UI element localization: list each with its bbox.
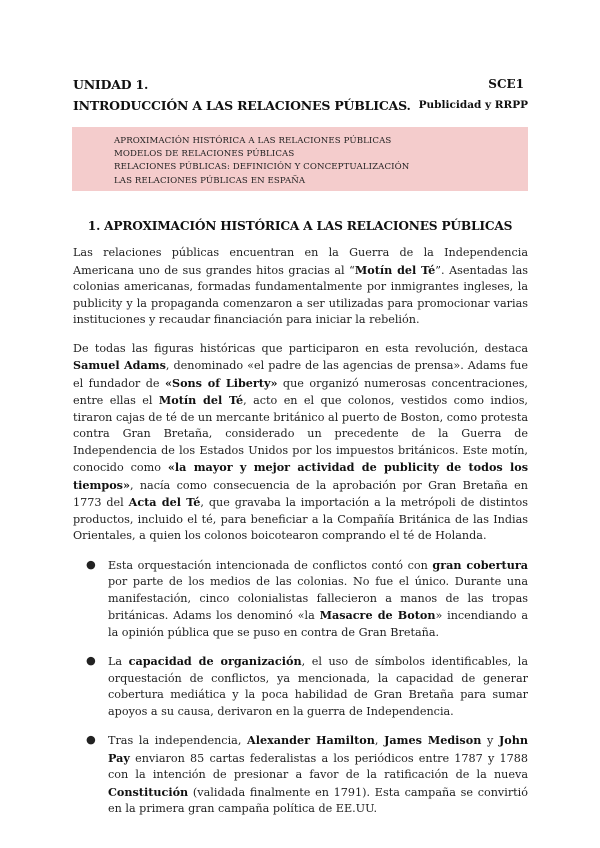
bullet-item: ● Tras la independencia, Alexander Hamilton, James Medison y John Pay enviaron 85 cartas federalistas a los periódicos entre 1787 y 1788 con la intención de presionar a favor de la ratificación de la nueva Constitución (validada finalmente en 1791). Esta campaña se convirtió en la primera gran campaña política de EE.UU. <box>86 733 528 815</box>
subject-name: Publicidad y RRPP <box>418 99 528 111</box>
paragraph-1: Las relaciones públicas encuentran en la Guerra de la Independencia Americana uno de sus grandes hitos gracias al “Motín del Té”. Asentadas las colonias americanas, formadas fundamentalmente por inmigrantes ingleses, la publicity y la propaganda comenzaron a ser utilizadas para promocionar varias instituciones y recaudar financiación para iniciar la rebelión. <box>73 246 528 326</box>
bullet-dot-icon: ● <box>86 733 96 746</box>
bullet-item: ● Esta orquestación intencionada de conflictos contó con gran cobertura por parte de los medios de las colonias. No fue el único. Durante una manifestación, cinco colonialistas fallecieron a manos de las tropas británicas. Adams los denominó «la Masacre de Boton» incendiando a la opinión pública que se puso en contra de Gran Bretaña. <box>86 557 528 639</box>
body-text <box>73 245 528 830</box>
bullet-dot-icon: ● <box>86 557 96 571</box>
section-heading: 1. APROXIMACIÓN HISTÓRICA A LAS RELACIONES PÚBLICAS <box>87 219 513 233</box>
course-header <box>419 74 528 116</box>
contents-item: RELACIONES PÚBLICAS: DEFINICIÓN Y CONCEPTUALIZACIÓN <box>114 162 410 173</box>
bullet-item: ● La capacidad de organización, el uso de símbolos identificables, la orquestación de conflictos, ya mencionada, la capacidad de generar cobertura mediática y la poca habilidad de Gran Bretaña para sumar apoyos a su causa, derivaron en la guerra de Independencia. <box>86 654 528 718</box>
contents-item: APROXIMACIÓN HISTÓRICA A LAS RELACIONES PÚBLICAS <box>114 136 392 146</box>
bullet-list <box>73 557 528 818</box>
unit-header <box>73 74 411 116</box>
paragraph-2: De todas las figuras históricas que participaron en esta revolución, destaca Samuel Adams, denominado «el padre de las agencias de prensa». Adams fue el fundador de «Sons of Liberty» que organizó numerosas concentraciones, entre ellas el Motín del Té, acto en el que colonos, vestidos como indios, tiraron cajas de té de un mercante británico al puerto de Boston, como protesta contra Gran Bretaña, considerado un precedente de la Guerra de Independencia de los Estados Unidos por los impuestos británicos. Este motín, conocido como «la mayor y mejor actividad de publicity de todos los tiempos», nacía como consecuencia de la aprobación por Gran Bretaña en 1773 del Acta del Té, que gravaba la importación a la metrópoli de distintos productos, incluido el té, para beneficiar a la Compañía Británica de las Indias Orientales, a quien los colonos boicotearon comprando el té de Holanda. <box>73 341 528 542</box>
unit-title: INTRODUCCIÓN A LAS RELACIONES PÚBLICAS. <box>73 98 411 113</box>
contents-list <box>72 127 528 188</box>
contents-item: MODELOS DE RELACIONES PÚBLICAS <box>114 149 295 160</box>
bullet-dot-icon: ● <box>86 654 96 667</box>
unit-label: UNIDAD 1. <box>73 77 149 92</box>
contents-box <box>72 127 528 191</box>
course-code: SCE1 <box>488 77 524 91</box>
contents-item: LAS RELACIONES PÚBLICAS EN ESPAÑA <box>114 175 306 186</box>
